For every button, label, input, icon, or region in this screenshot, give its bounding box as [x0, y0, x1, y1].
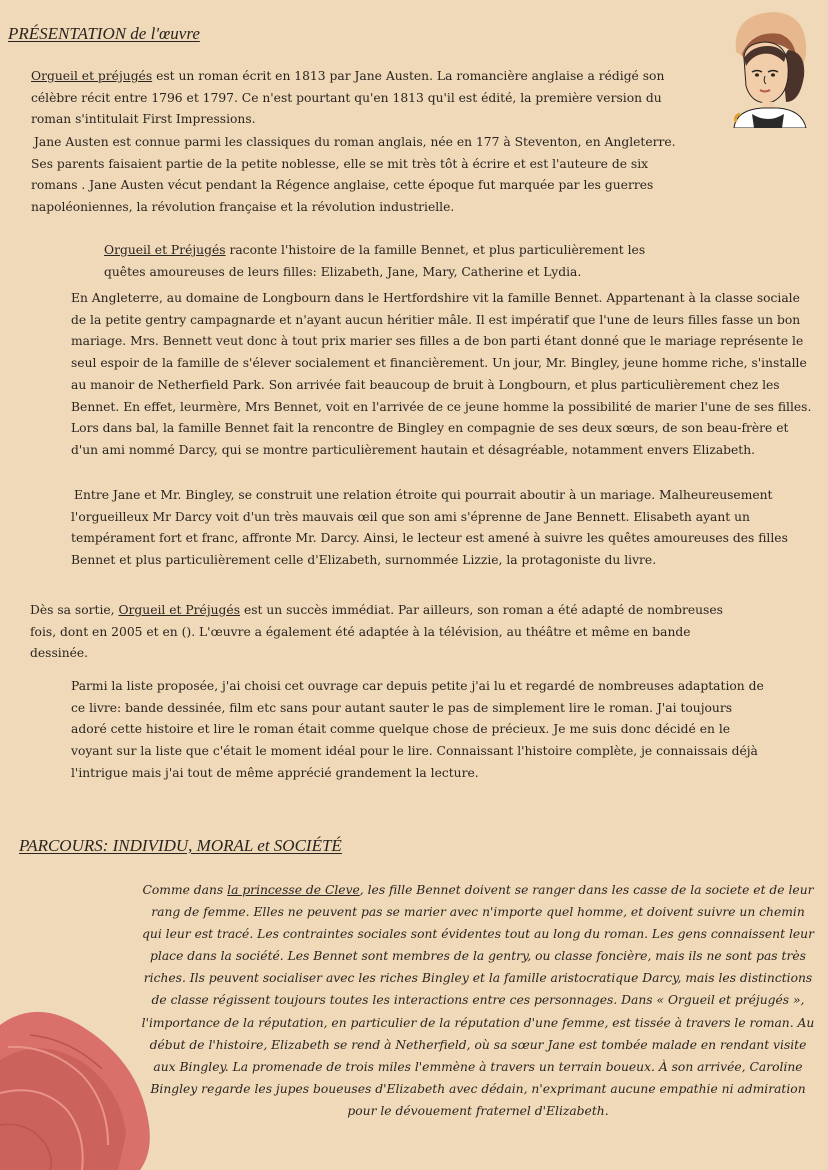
reception-text-end: est un succès immédiat. Par ailleurs, son roman a été adapté de nombreuses fois, dont en 2005 et en (). L'œuvre a également été adaptée à la télévision, au théâtre et même en bande dessinée. — [30, 603, 723, 661]
section-title-parcours: PARCOURS: INDIVIDU, MORAL et SOCIÉTÉ — [19, 836, 342, 855]
jane-austen-portrait — [722, 10, 812, 128]
summary-intro-text: raconte l'histoire de la famille Bennet, et plus particulièrement les quêtes amoureuses de leurs filles: Elizabeth, Jane, Mary, Catherine et Lydia. — [104, 243, 646, 279]
reception-text-start: Dès sa sortie, — [30, 603, 119, 617]
reception-paragraph — [30, 600, 725, 665]
section-title-presentation: PRÉSENTATION de l'œuvre — [8, 24, 200, 43]
plot-paragraph-2: Entre Jane et Mr. Bingley, se construit une relation étroite qui pourrait aboutir à un mariage. Malheureusement l'orgueilleux Mr Darcy voit d'un très mauvais œil que son ami s'éprenne de Jane Bennett. Elisabeth ayant un tempérament fort et franc, affronte Mr. Darcy. Ainsi, le lecteur est amené à suivre les quêtes amoureuses des filles Bennet et plus particulièrement celle d'Elizabeth, surnommée Lizzie, la protagoniste du livre. — [71, 488, 788, 568]
intro-paragraph — [31, 66, 691, 131]
intro-text: est un roman écrit en 1813 par Jane Austen. La romancière anglaise a rédigé son célèbre récit entre 1796 et 1797. Ce n'est pourtant qu'en 1813 qu'il est édité, la première version du roman s'intitulait First Impressions. — [31, 69, 665, 127]
summary-intro-paragraph — [104, 240, 649, 283]
book-title-link: Orgueil et préjugés — [31, 69, 153, 83]
analysis-text-start: Comme dans — [142, 883, 228, 897]
choice-paragraph: Parmi la liste proposée, j'ai choisi cet ouvrage car depuis petite j'ai lu et regardé de nombreuses adaptation de ce livre: bande dessinée, film etc sans pour autant sauter le pas de simplement lire le roman. J'ai toujours adoré cette histoire et lire le roman était comme quelque chose de précieux. Je me suis donc décidé en le voyant sur la liste que c'était le moment idéal pour le lire. Connaissant l'histoire complète, je connaissais déjà l'intrigue mais j'ai tout de même apprécié grandement la lecture. — [71, 679, 764, 780]
book-title-underlined: la princesse de Cleve — [227, 883, 360, 897]
analysis-paragraph — [141, 879, 815, 1122]
analysis-text-end: , les fille Bennet doivent se ranger dans les casse de la societe et de leur rang de femme. Elles ne peuvent pas se marier avec n'importe quel homme, et doivent suivre un chemin qui leur est tracé. Les contraintes sociales sont évidentes tout au long du roman. Les gens connaissent leur place dans la société. Les Bennet sont membres de la gentry, ou classe foncière, mais ils ne sont pas très riches. Ils peuvent socialiser avec les riches Bingley et la famille aristocratique Darcy, mais les distinctions de classe régissent toujours toutes les interactions entre ces personnages. Dans « Orgueil et préjugés », l'importance de la réputation, en particulier de la réputation d'une femme, est tissée à travers le roman. Au début de l'histoire, Elizabeth se rend à Netherfield, où sa sœur Jane est tombée malade en rendant visite aux Bingley. La promenade de trois miles l'emmène à travers un terrain boueux. À son arrivée, Caroline Bingley regarde les jupes boueuses d'Elizabeth avec dédain, n'exprimant aucune empathie ni admiration pour le dévouement fraternel d'Elizabeth. — [141, 883, 815, 1118]
plot-paragraph-1: En Angleterre, au domaine de Longbourn dans le Hertfordshire vit la famille Bennet. Appartenant à la classe sociale de la petite gentry campagnarde et n'ayant aucun héritier mâle. Il est impératif que l'une de leurs filles fasse un bon mariage. Mrs. Bennett veut donc à tout prix marier ses filles a de bon parti étant donné que le mariage représente le seul espoir de la famille de s'élever socialement et financièrement. Un jour, Mr. Bingley, jeune homme riche, s'installe au manoir de Netherfield Park. Son arrivée fait beaucoup de bruit à Longbourn, et plus particulièrement chez les Bennet. En effet, leurmère, Mrs Bennet, voit en l'arrivée de ce jeune homme la possibilité de marier l'une de ses filles. Lors dans bal, la famille Bennet fait la rencontre de Bingley en compagnie de ses deux sœurs, de son beau-frère et d'un ami nommé Darcy, qui se montre particulièrement hautain et désagréable, notamment envers Elizabeth. — [71, 291, 812, 457]
biography-paragraph: Jane Austen est connue parmi les classiques du roman anglais, née en 177 à Steventon, en Angleterre. Ses parents faisaient partie de la petite noblesse, elle se mit très tôt à écrire et est l'auteure de six romans . Jane Austen vécut pendant la Régence anglaise, cette époque fut marquée par les guerres napoléoniennes, la révolution française et la révolution industrielle. — [31, 135, 676, 215]
book-title-underlined: Orgueil et Préjugés — [104, 243, 226, 257]
rose-illustration — [0, 1005, 160, 1170]
book-title-underlined: Orgueil et Préjugés — [118, 603, 241, 617]
